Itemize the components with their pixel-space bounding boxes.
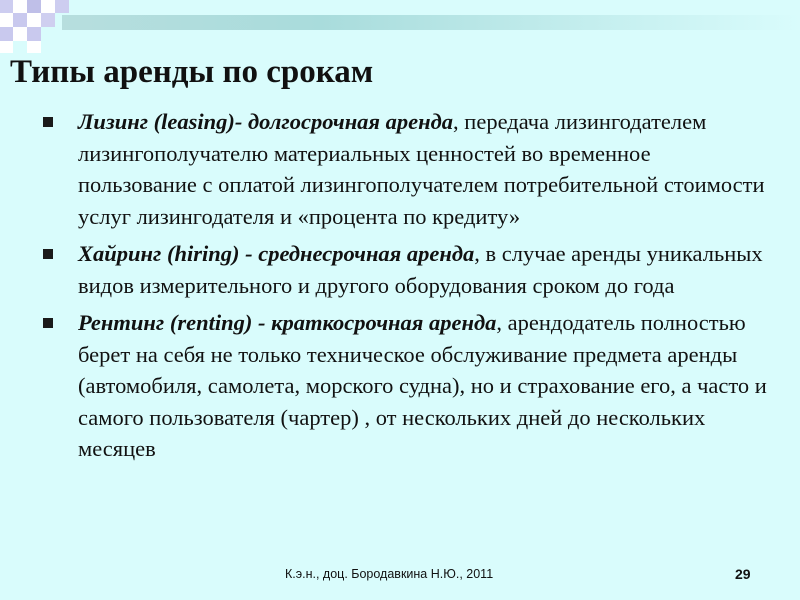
decor-square bbox=[13, 27, 27, 41]
definition-renting: , арендодатель полностью берет на себя не только техническое обслуживание предмета аренды (автомобиля, самолета, морского судна), но и страхование его, а часто и самого пользователя (чартер) , от нескольких дней до нескольких месяцев bbox=[78, 310, 767, 461]
square-bullet-icon bbox=[43, 117, 53, 127]
bullet-item-renting bbox=[40, 307, 770, 465]
decor-square bbox=[0, 27, 13, 41]
square-bullet-icon bbox=[43, 249, 53, 259]
decor-square bbox=[0, 41, 13, 53]
decor-square bbox=[55, 0, 69, 13]
definition-hiring: , в случае аренды уникальных видов измерительного и другого оборудования сроком до года bbox=[78, 241, 763, 298]
bullet-item-hiring bbox=[40, 238, 770, 301]
decor-square bbox=[13, 0, 27, 13]
decor-square bbox=[41, 0, 55, 13]
footer-author: К.э.н., доц. Бородавкина Н.Ю., 2011 bbox=[285, 567, 494, 581]
term-hiring: Хайринг (hiring) - среднесрочная аренда bbox=[78, 241, 475, 266]
definition-leasing: , передача лизингодателем лизингополучателю материальных ценностей во временное пользование с оплатой лизингополучателем потребительной стоимости услуг лизингодателя и «процента по кредиту» bbox=[78, 109, 765, 229]
bullet-item-leasing bbox=[40, 106, 770, 232]
term-renting: Рентинг (renting) - краткосрочная аренда bbox=[78, 310, 497, 335]
slide-title: Типы аренды по срокам bbox=[10, 54, 374, 90]
term-leasing: Лизинг (leasing)- долгосрочная аренда bbox=[78, 109, 454, 134]
decor-square bbox=[41, 13, 55, 27]
decor-square bbox=[27, 41, 41, 53]
decor-square bbox=[27, 13, 41, 27]
decor-bar bbox=[62, 15, 800, 30]
decor-square bbox=[0, 0, 13, 13]
decor-square bbox=[27, 0, 41, 13]
decor-square bbox=[13, 13, 27, 27]
bullet-list bbox=[40, 106, 770, 471]
square-bullet-icon bbox=[43, 318, 53, 328]
decorative-header bbox=[0, 0, 800, 60]
page-number: 29 bbox=[735, 566, 751, 582]
decor-square bbox=[0, 13, 13, 27]
decor-square bbox=[27, 27, 41, 41]
